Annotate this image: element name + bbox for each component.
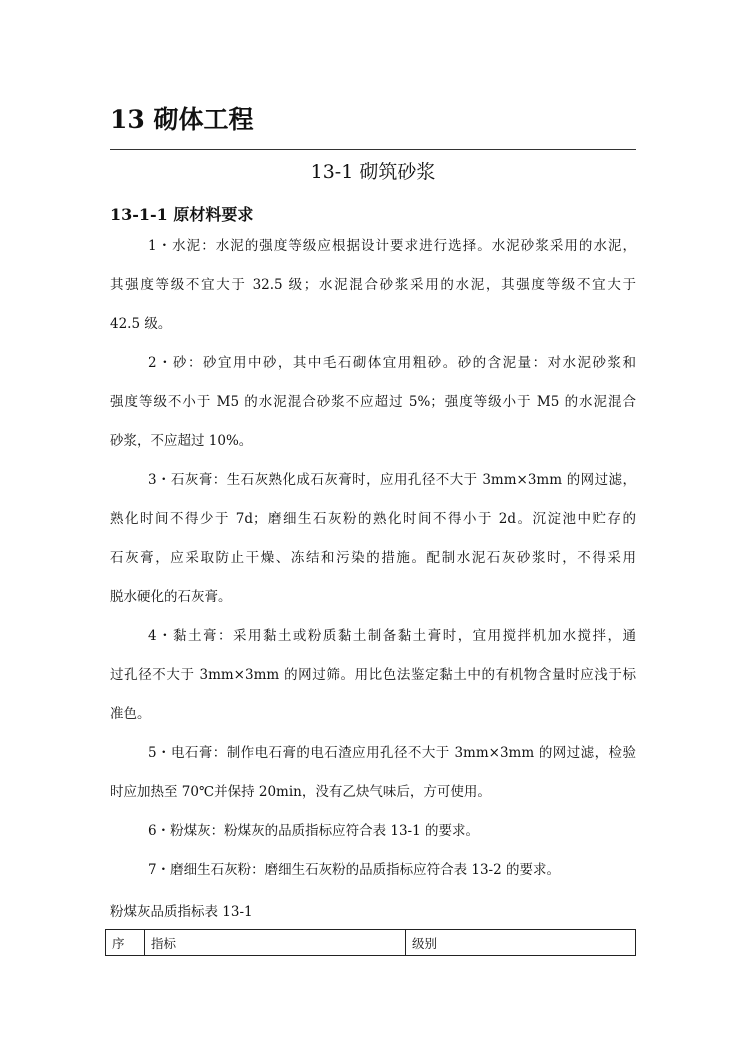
paragraph-line: 石灰膏，应采取防止干燥、冻结和污染的措施。配制水泥石灰砂浆时，不得采用 xyxy=(110,550,636,566)
paragraph-line: 2・砂：砂宜用中砂，其中毛石砌体宜用粗砂。砂的含泥量：对水泥砂浆和 xyxy=(148,355,636,371)
table-header-row xyxy=(106,930,636,956)
section-title: 13-1 砌筑砂浆 xyxy=(310,161,436,183)
paragraph-line: 5・电石膏：制作电石膏的电石渣应用孔径不大于 3mm×3mm 的网过滤，检验 xyxy=(148,745,636,761)
chapter-title: 13 砌体工程 xyxy=(110,105,254,134)
paragraph-line: 6・粉煤灰：粉煤灰的品质指标应符合表 13-1 的要求。 xyxy=(148,823,479,839)
paragraph-line: 砂浆，不应超过 10%。 xyxy=(110,433,253,449)
subsection-title: 13-1-1 原材料要求 xyxy=(110,205,254,224)
table-caption: 粉煤灰品质指标表 13-1 xyxy=(110,904,253,920)
header-cell-no: 序 xyxy=(106,930,145,956)
paragraph-line: 1・水泥：水泥的强度等级应根据设计要求进行选择。水泥砂浆采用的水泥， xyxy=(148,238,636,254)
paragraph-line: 准色。 xyxy=(110,706,151,722)
header-cell-grade: 级别 xyxy=(406,930,636,956)
paragraph-line: 3・石灰膏：生石灰熟化成石灰膏时，应用孔径不大于 3mm×3mm 的网过滤， xyxy=(148,472,636,488)
paragraph-line: 过孔径不大于 3mm×3mm 的网过筛。用比色法鉴定黏土中的有机物含量时应浅于标 xyxy=(110,667,636,683)
paragraph-line: 其强度等级不宜大于 32.5 级；水泥混合砂浆采用的水泥，其强度等级不宜大于 xyxy=(110,277,636,293)
header-cell-index: 指标 xyxy=(145,930,406,956)
paragraph-line: 强度等级不小于 M5 的水泥混合砂浆不应超过 5%；强度等级小于 M5 的水泥混合 xyxy=(110,394,636,410)
body-text xyxy=(110,227,636,890)
paragraph-line: 熟化时间不得少于 7d；磨细生石灰粉的熟化时间不得小于 2d。沉淀池中贮存的 xyxy=(110,511,636,527)
title-divider xyxy=(110,149,636,150)
paragraph-line: 脱水硬化的石灰膏。 xyxy=(110,589,232,605)
paragraph-line: 42.5 级。 xyxy=(110,316,172,332)
paragraph-line: 7・磨细生石灰粉：磨细生石灰粉的品质指标应符合表 13-2 的要求。 xyxy=(148,862,560,878)
fly-ash-quality-table xyxy=(105,929,636,956)
paragraph-line: 4・黏土膏：采用黏土或粉质黏土制备黏土膏时，宜用搅拌机加水搅拌，通 xyxy=(148,628,636,644)
paragraph-line: 时应加热至 70℃并保持 20min，没有乙炔气味后，方可使用。 xyxy=(110,784,491,800)
